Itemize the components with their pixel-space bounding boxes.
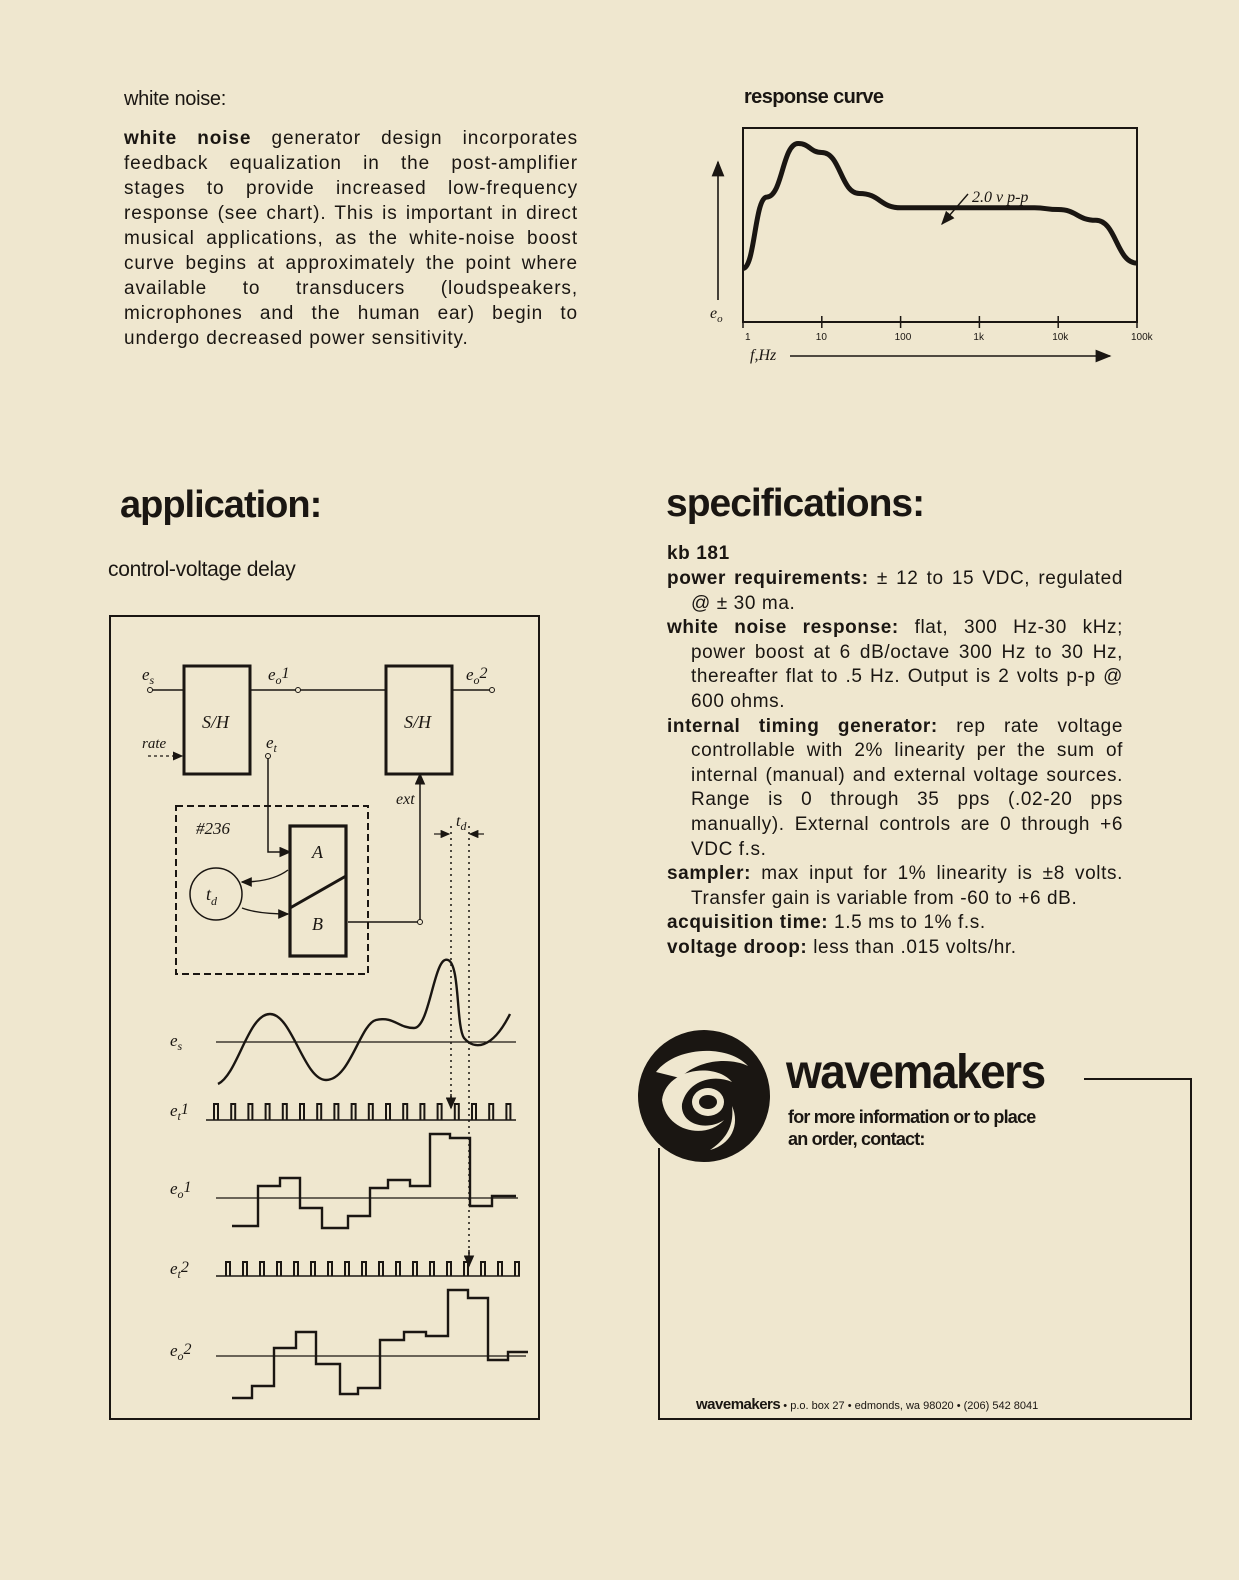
pulse (369, 1104, 373, 1120)
svg-text:et: $e_t$ (266, 733, 277, 755)
pulse (277, 1262, 281, 1276)
model-number: kb 181 (667, 543, 730, 564)
x-tick-label: 100 (894, 332, 912, 343)
svg-text:td: $t_d$ (206, 884, 218, 908)
x-tick-label: 100k (1131, 332, 1153, 343)
spec-label: sampler: (667, 863, 752, 885)
svg-text:S/H: S/H (404, 712, 431, 732)
svg-text:et2: $e_t2$ (170, 1259, 189, 1281)
svg-text:rate: rate (142, 736, 167, 752)
x-ticks (743, 316, 1154, 343)
spec-text: flat, 300 Hz-30 kHz; power boost at 6 dB/octave 300 Hz to 30 Hz, thereafter flat to .5 Hz. Output is 2 volts p-p @ 600 ohms. (691, 617, 1123, 712)
wavemakers-logo-icon (636, 1028, 772, 1166)
contact-tagline: for more information or to place an order, contact: (788, 1107, 1036, 1149)
svg-text:eo2: $e_o2$ (170, 1341, 192, 1363)
svg-text:S/H: S/H (202, 712, 229, 732)
spec-item (667, 862, 1123, 911)
specifications-list (667, 567, 1123, 961)
contact-footer (696, 1396, 1038, 1413)
pulse (214, 1104, 218, 1120)
pulse (294, 1262, 298, 1276)
spec-label: acquisition time: (667, 912, 829, 934)
x-tick-label: 10k (1052, 332, 1069, 343)
pulse (430, 1262, 434, 1276)
spec-label: voltage droop: (667, 936, 808, 958)
response-curve-heading: response curve (744, 86, 884, 108)
spec-label: power requirements: (667, 568, 869, 589)
svg-text:ext: ext (396, 791, 415, 808)
white-noise-heading: white noise: (124, 88, 227, 110)
control-voltage-delay-diagram (108, 614, 542, 1422)
pulse (438, 1104, 442, 1120)
pulse (283, 1104, 287, 1120)
eo2-waveform (232, 1290, 528, 1398)
specifications-heading: specifications: (666, 482, 925, 525)
response-curve-chart (700, 120, 1160, 380)
x-axis-label: f,Hz (750, 347, 777, 364)
svg-text:et1: $e_t1$ (170, 1101, 189, 1123)
spec-item (667, 911, 1123, 936)
pulse (317, 1104, 321, 1120)
spec-text: 1.5 ms to 1% f.s. (828, 912, 986, 934)
pulse (403, 1104, 407, 1120)
brand-name: wavemakers (786, 1043, 1045, 1099)
pulse (231, 1104, 235, 1120)
spec-item (667, 936, 1123, 961)
pulse (243, 1262, 247, 1276)
pulse (260, 1262, 264, 1276)
application-heading: application: (120, 484, 322, 526)
chart-frame (743, 128, 1137, 322)
pulse (311, 1262, 315, 1276)
spec-text: max input for 1% linearity is ±8 volts. Transfer gain is variable from -60 to +6 dB. (691, 863, 1123, 909)
x-tick-label: 10 (815, 332, 827, 343)
response-curve-line (743, 144, 1137, 269)
pulse (300, 1104, 304, 1120)
pulse (506, 1104, 510, 1120)
pulse (248, 1104, 252, 1120)
pulse (464, 1262, 468, 1276)
svg-text:es: $e_s$ (170, 1031, 183, 1053)
pulse (379, 1262, 383, 1276)
pulse (396, 1262, 400, 1276)
x-tick-label: 1 (745, 332, 751, 343)
curve-annotation: 2.0 v p-p (972, 189, 1029, 206)
pulse (334, 1104, 338, 1120)
contact-frame-top (1084, 1078, 1192, 1080)
pulse (266, 1104, 270, 1120)
pulse (498, 1262, 502, 1276)
svg-text:eo2: $e_o2$ (466, 665, 488, 687)
pulse (447, 1262, 451, 1276)
pulse (386, 1104, 390, 1120)
pulse (352, 1104, 356, 1120)
contact-frame-right (1190, 1078, 1192, 1420)
contact-frame-bottom (658, 1418, 1192, 1420)
spec-text: rep rate voltage controllable with 2% linearity per the sum of internal (manual) and external voltage sources. Range is 0 through 35 pps (.02-20 pps manually). External controls are 0 through +6 VDC f.s. (691, 715, 1123, 860)
y-axis-label: $e_o$ (710, 305, 723, 325)
es-waveform (218, 960, 510, 1084)
spec-text: ± 12 to 15 VDC, regulated @ ± 30 ma. (691, 568, 1123, 614)
pulse (345, 1262, 349, 1276)
x-tick-label: 1k (973, 332, 984, 343)
pulse (455, 1104, 459, 1120)
spec-text: less than .015 volts/hr. (807, 936, 1017, 958)
application-subheading: control-voltage delay (108, 558, 296, 581)
svg-text:#236: #236 (196, 819, 230, 838)
spec-item (667, 715, 1123, 863)
white-noise-body: generator design incorporates feedback equalization in the post-amplifier stages to provide increased low-frequency response (see chart). This is important in direct musical applications, as the white-noise boost curve begins at approximately the point where available to transducers (loudspeakers, microphones and the human ear) begin to undergo decreased power sensitivity. (124, 128, 578, 349)
svg-text:td: $t_d$ (456, 813, 467, 833)
svg-text:B: B (312, 914, 323, 934)
et1-pulses (214, 1104, 510, 1120)
pulse (481, 1262, 485, 1276)
pulse (515, 1262, 519, 1276)
eo1-waveform (232, 1134, 516, 1228)
contact-frame-left (658, 1148, 660, 1420)
svg-text:eo1: $e_o1$ (268, 665, 290, 687)
pulse (413, 1262, 417, 1276)
spec-item (667, 567, 1123, 616)
et2-pulses (226, 1262, 519, 1276)
svg-text:A: A (312, 842, 323, 862)
footer-brand: wavemakers (696, 1396, 781, 1413)
spec-item (667, 616, 1123, 714)
pulse (362, 1262, 366, 1276)
svg-text:eo1: $e_o1$ (170, 1179, 192, 1201)
white-noise-paragraph (124, 126, 578, 351)
pulse (472, 1104, 476, 1120)
pulse (420, 1104, 424, 1120)
spec-label: internal timing generator: (667, 715, 938, 737)
pulse (489, 1104, 493, 1120)
pulse (328, 1262, 332, 1276)
spec-label: white noise response: (667, 617, 899, 639)
pulse (226, 1262, 230, 1276)
white-noise-lead: white noise (124, 128, 252, 149)
svg-text:es: $e_s$ (142, 665, 155, 687)
footer-address: • p.o. box 27 • edmonds, wa 98020 • (206) 542 8041 (780, 1400, 1039, 1412)
